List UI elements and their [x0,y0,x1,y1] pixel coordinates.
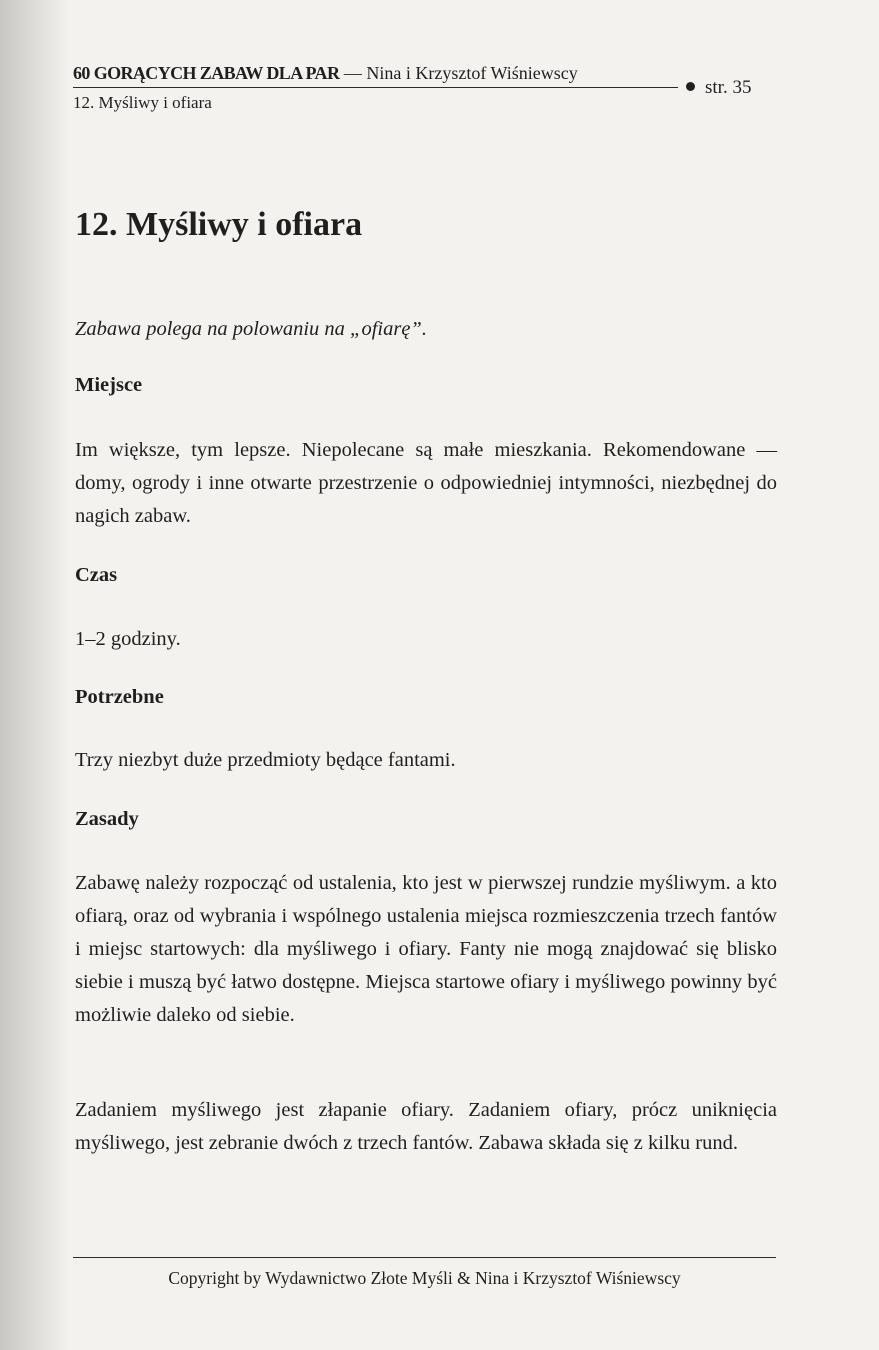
section-text-potrzebne: Trzy niezbyt duże przedmioty będące fantami. [75,749,456,771]
section-heading-zasady: Zasady [75,808,139,830]
section-text-czas: 1–2 godziny. [75,628,181,650]
bullet-dot-icon [686,82,695,91]
section-heading-czas: Czas [75,564,118,586]
running-header [73,62,773,112]
footer-copyright: Copyright by Wydawnictwo Złote Myśli & Nina i Krzysztof Wiśniewscy [168,1268,681,1288]
chapter-intro: Zabawa polega na polowaniu na „ofiarę”. [75,318,427,340]
header-chapter-ref: 12. Myśliwy i ofiara [73,93,212,112]
book-title: 60 GORĄCYCH ZABAW DLA PAR [73,63,340,83]
section-heading-miejsce: Miejsce [75,374,143,396]
section-text-zasady-2: Zadaniem myśliwego jest złapanie ofiary. Zadaniem ofiary, prócz uniknięcia myśliwego, jest zebranie dwóch z trzech fantów. Zabawa składa się z kilku rund. [75,1099,777,1154]
chapter-heading: 12. Myśliwy i ofiara [75,206,363,243]
page-number: str. 35 [705,77,752,98]
section-heading-potrzebne: Potrzebne [75,686,164,708]
page-edge-shadow [0,0,70,1350]
section-text-miejsce: Im większe, tym lepsze. Niepolecane są małe mieszkania. Rekomendowane — domy, ogrody i inne otwarte przestrzenie o odpowiedniej intymności, niezbędnej do nagich zabaw. [75,439,777,527]
header-rule [73,87,678,88]
header-separator: — [339,63,367,83]
section-text-zasady-1: Zabawę należy rozpocząć od ustalenia, kto jest w pierwszej rundzie myśliwym. a kto ofiarą, oraz od wybrania i wspólnego ustalenia miejsca rozmieszczenia trzech fantów i miejsc startowych: dla myśliwego i ofiary. Fanty nie mogą znajdować się blisko siebie i muszą być łatwo dostępne. Miejsca startowe ofiary i myśliwego powinny być możliwie daleko od siebie. [75,872,777,1026]
header-authors: Nina i Krzysztof Wiśniewscy [366,63,578,83]
footer-rule [73,1257,776,1258]
header-title-line [73,62,773,84]
